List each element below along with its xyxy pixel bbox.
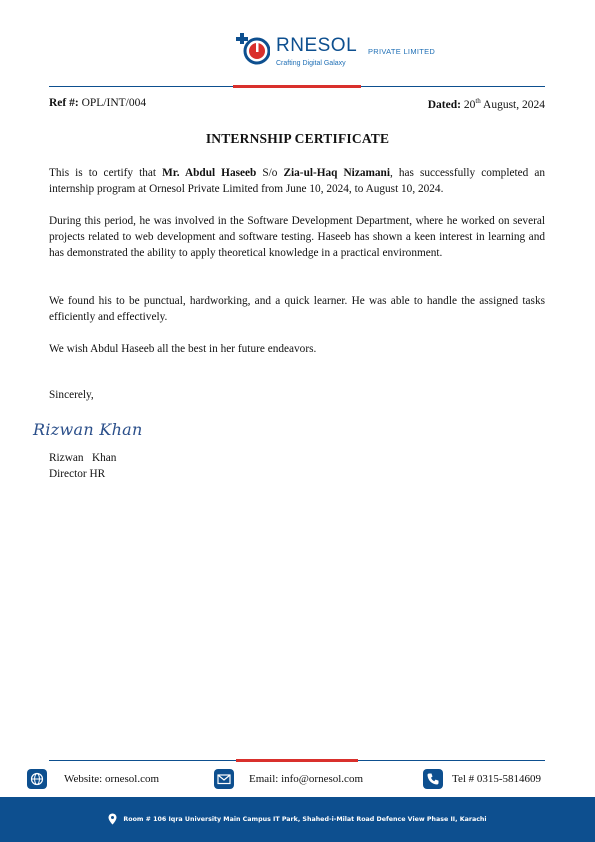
footer-accent-bar	[236, 759, 358, 762]
company-logo-mark	[236, 32, 270, 66]
signer-title: Director HR	[49, 468, 106, 480]
paragraph-wishes: We wish Abdul Haseeb all the best in her future endeavors.	[49, 343, 317, 355]
paragraph-duties: During this period, he was involved in the Software Development Department, where he worked on several projects related to web development and software testing. Haseeb has shown a keen interest in learning and has demonstrated the ability to apply theoretical knowledge in a practical environment.	[49, 215, 545, 259]
father-name: Zia-ul-Haq Nizamani	[283, 167, 390, 179]
footer-website[interactable]: Website: ornesol.com	[64, 773, 160, 785]
p1-so: S/o	[256, 167, 284, 179]
document-date	[428, 97, 545, 111]
date-rest: August, 2024	[483, 98, 545, 111]
location-pin-icon	[108, 813, 117, 825]
company-tagline: Crafting Digital Galaxy	[276, 60, 346, 67]
company-logo-suffix: PRIVATE LIMITED	[368, 47, 436, 56]
reference-number	[49, 97, 146, 109]
reference-label: Ref #:	[49, 97, 79, 109]
signer-name: Rizwan Khan	[49, 452, 117, 464]
header-accent-bar	[233, 85, 361, 88]
certificate-title: INTERNSHIP CERTIFICATE	[205, 131, 390, 146]
footer-address-text: Room # 106 Iqra University Main Campus IT Park, Shahed-i-Milat Road Defence View Phase II, Karachi	[123, 816, 487, 823]
paragraph-evaluation: We found his to be punctual, hardworking, and a quick learner. He was able to handle the assigned tasks efficiently and effectively.	[49, 295, 545, 323]
footer-email[interactable]: Email: info@ornesol.com	[249, 773, 363, 785]
handwritten-signature: Rizwan Khan	[33, 420, 143, 439]
mail-icon	[214, 769, 234, 789]
company-logo-name: RNESOL	[276, 35, 358, 56]
phone-icon	[423, 769, 443, 789]
date-day: 20	[463, 98, 476, 111]
p1-rest: , has successfully completed an internship program at Ornesol Private Limited from June 10, 2024, to August 10, 2024.	[49, 167, 545, 195]
date-day-suffix: th	[475, 97, 481, 105]
paragraph-certification	[49, 165, 545, 197]
date-label: Dated:	[427, 98, 461, 111]
footer-address	[0, 813, 595, 825]
intern-name: Mr. Abdul Haseeb	[162, 167, 257, 179]
footer-phone[interactable]: Tel # 0315-5814609	[452, 773, 542, 785]
p1-intro: This is to certify that	[49, 167, 163, 179]
globe-icon	[27, 769, 47, 789]
closing-sincerely: Sincerely,	[49, 389, 94, 401]
reference-value: OPL/INT/004	[81, 97, 147, 109]
